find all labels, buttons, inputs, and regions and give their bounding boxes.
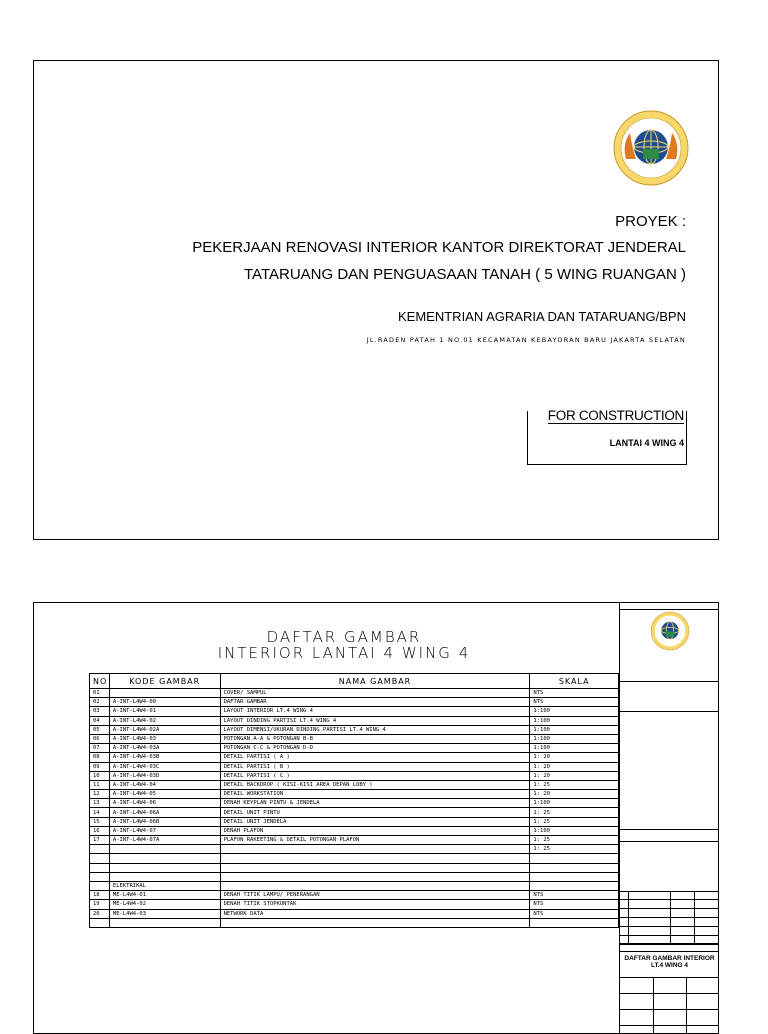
cell-nama xyxy=(220,872,530,881)
table-row xyxy=(90,863,619,872)
cell-kode: A-INT-L4W4-05 xyxy=(109,790,220,799)
table-row xyxy=(90,872,619,881)
cell-nama: DENAH TITIK LAMPU/ PENERANGAN xyxy=(220,891,530,900)
cell-kode: ME-L4W4-03 xyxy=(109,909,220,918)
cell-nama: LAYOUT DINDING PARTISI LT.4 WING 4 xyxy=(220,716,530,725)
cell-skala: 1: 25 xyxy=(530,780,619,789)
cell-kode: ME-L4W4-01 xyxy=(109,891,220,900)
drawing-list-title-line-2: INTERIOR LANTAI 4 WING 4 xyxy=(217,644,471,662)
cell-skala: 1: 25 xyxy=(530,836,619,845)
project-title-line-1: PEKERJAAN RENOVASI INTERIOR KANTOR DIREKTORAT JENDERAL xyxy=(192,239,686,256)
table-row xyxy=(90,836,619,845)
cell-skala: NTS xyxy=(530,698,619,707)
cell-no: 13 xyxy=(90,799,110,808)
table-row xyxy=(90,744,619,753)
cell-no: 06 xyxy=(90,734,110,743)
cell-kode: A-INT-L4W4-06A xyxy=(109,808,220,817)
cell-kode xyxy=(109,689,220,698)
table-row xyxy=(90,845,619,854)
cell-nama: DAFTAR GAMBAR xyxy=(220,698,530,707)
cell-skala: 1:100 xyxy=(530,725,619,734)
cell-kode: A-INT-L4W4-03B xyxy=(109,753,220,762)
table-row xyxy=(90,734,619,743)
cell-skala: 1: 25 xyxy=(530,817,619,826)
ministry-logo xyxy=(612,109,690,187)
header-skala: SKALA xyxy=(530,674,619,689)
cell-kode xyxy=(109,845,220,854)
cell-no: 20 xyxy=(90,909,110,918)
cell-no: 10 xyxy=(90,771,110,780)
cell-no xyxy=(90,918,110,927)
cell-no: 16 xyxy=(90,826,110,835)
cell-kode: A-INT-L4W4-03D xyxy=(109,771,220,780)
cell-no xyxy=(90,863,110,872)
cell-kode xyxy=(109,854,220,863)
title-block-drawing-title: DAFTAR GAMBAR INTERIOR LT.4 WING 4 xyxy=(624,955,715,969)
cell-kode: A-INT-L4W4-03A xyxy=(109,744,220,753)
drawing-list-title xyxy=(194,629,494,661)
cell-skala: 1:100 xyxy=(530,707,619,716)
cell-kode: A-INT-L4W4-03 xyxy=(109,734,220,743)
table-row xyxy=(90,799,619,808)
cell-skala: 1: 20 xyxy=(530,753,619,762)
drawing-list-table xyxy=(89,673,619,928)
table-row xyxy=(90,891,619,900)
cell-skala xyxy=(530,881,619,890)
table-row xyxy=(90,725,619,734)
table-row xyxy=(90,854,619,863)
cell-no: 15 xyxy=(90,817,110,826)
cell-kode: A-INT-L4W4-02A xyxy=(109,725,220,734)
cell-skala: NTS xyxy=(530,891,619,900)
table-row xyxy=(90,716,619,725)
cell-kode: A-INT-L4W4-03C xyxy=(109,762,220,771)
cell-no xyxy=(90,854,110,863)
header-kode: KODE GAMBAR xyxy=(109,674,220,689)
cell-kode: A-INT-L4W4-06B xyxy=(109,817,220,826)
cell-nama: DENAH TITIK STOPKONTAK xyxy=(220,900,530,909)
cell-kode: A-INT-L4W4-07 xyxy=(109,826,220,835)
cell-nama xyxy=(220,881,530,890)
table-row xyxy=(90,826,619,835)
cell-nama: PLAFON RAKEETING & DETAIL POTONGAN PLAFON xyxy=(220,836,530,845)
cell-nama: DETAIL UNIT PINTU xyxy=(220,808,530,817)
cell-no xyxy=(90,845,110,854)
drawing-list-sheet xyxy=(33,602,719,1034)
cell-skala: 1: 20 xyxy=(530,790,619,799)
cell-skala xyxy=(530,918,619,927)
cell-nama: DETAIL PARTISI ( A ) xyxy=(220,753,530,762)
table-row xyxy=(90,689,619,698)
cell-kode: A-INT-L4W4-06 xyxy=(109,799,220,808)
table-row xyxy=(90,909,619,918)
cell-nama: DETAIL BACKDROP ( KISI-KISI AREA DEPAN LOBY ) xyxy=(220,780,530,789)
cell-skala: 1: 25 xyxy=(530,808,619,817)
cell-no: 14 xyxy=(90,808,110,817)
cell-nama xyxy=(220,863,530,872)
cell-no: 01 xyxy=(90,689,110,698)
cell-nama xyxy=(220,854,530,863)
cell-nama: LAYOUT DIMENSI/UKURAN DINDING PARTISI LT.4 WING 4 xyxy=(220,725,530,734)
cell-skala: 1:100 xyxy=(530,826,619,835)
table-row xyxy=(90,817,619,826)
cell-nama xyxy=(220,845,530,854)
cell-skala: NTS xyxy=(530,900,619,909)
cell-nama: DENAH KEYPLAN PINTU & JENDELA xyxy=(220,799,530,808)
cell-kode: A-INT-L4W4-02 xyxy=(109,716,220,725)
cell-no xyxy=(90,881,110,890)
table-row xyxy=(90,753,619,762)
header-no: NO xyxy=(90,674,110,689)
cell-skala: 1: 20 xyxy=(530,771,619,780)
table-row xyxy=(90,780,619,789)
project-title-line-2: TATARUANG DAN PENGUASAAN TANAH ( 5 WING RUANGAN ) xyxy=(244,266,686,283)
status-box xyxy=(527,408,687,465)
cell-nama: DENAH PLAFON xyxy=(220,826,530,835)
status-label: FOR CONSTRUCTION xyxy=(547,408,684,423)
cell-nama: DETAIL UNIT JENDELA xyxy=(220,817,530,826)
cell-nama xyxy=(220,918,530,927)
cover-sheet xyxy=(33,60,719,540)
cell-kode: ELEKTRIKAL xyxy=(109,881,220,890)
cell-no: 18 xyxy=(90,891,110,900)
cell-nama: COVER/ SAMPUL xyxy=(220,689,530,698)
cell-nama: LAYOUT INTERIOR LT.4 WING 4 xyxy=(220,707,530,716)
cell-skala: 1:100 xyxy=(530,744,619,753)
floor-label: LANTAI 4 WING 4 xyxy=(609,438,684,448)
cell-skala: 1:100 xyxy=(530,734,619,743)
table-header-row xyxy=(90,674,619,689)
table-row xyxy=(90,771,619,780)
cell-no: 08 xyxy=(90,753,110,762)
table-row xyxy=(90,698,619,707)
cell-kode: A-INT-L4W4-04 xyxy=(109,780,220,789)
cell-kode xyxy=(109,918,220,927)
table-row xyxy=(90,707,619,716)
header-nama: NAMA GAMBAR xyxy=(220,674,530,689)
cell-skala: NTS xyxy=(530,689,619,698)
cell-skala xyxy=(530,872,619,881)
cell-skala: 1:100 xyxy=(530,799,619,808)
cell-nama: POTONGAN C-C & POTONGAN D-D xyxy=(220,744,530,753)
cell-no: 07 xyxy=(90,744,110,753)
cell-kode xyxy=(109,863,220,872)
drawing-list-title-line-1: DAFTAR GAMBAR xyxy=(266,628,422,646)
proyek-label: PROYEK : xyxy=(615,213,686,230)
cell-nama: POTONGAN A-A & POTONGAN B-B xyxy=(220,734,530,743)
cell-skala: 1: 20 xyxy=(530,762,619,771)
cell-skala xyxy=(530,863,619,872)
cell-no: 09 xyxy=(90,762,110,771)
cell-no: 03 xyxy=(90,707,110,716)
cell-no: 19 xyxy=(90,900,110,909)
cell-nama: DETAIL PARTISI ( B ) xyxy=(220,762,530,771)
cell-skala: 1: 25 xyxy=(530,845,619,854)
address: JL.RADEN PATAH 1 NO.01 KECAMATAN KEBAYORAN BARU JAKARTA SELATAN xyxy=(366,336,686,344)
cell-no: 04 xyxy=(90,716,110,725)
table-row xyxy=(90,790,619,799)
cell-kode: A-INT-L4W4-07A xyxy=(109,836,220,845)
table-row xyxy=(90,808,619,817)
cell-no: 11 xyxy=(90,780,110,789)
cell-no: 05 xyxy=(90,725,110,734)
cell-kode: A-INT-L4W4-01 xyxy=(109,707,220,716)
cell-kode xyxy=(109,872,220,881)
table-row xyxy=(90,762,619,771)
cell-no: 17 xyxy=(90,836,110,845)
table-row xyxy=(90,900,619,909)
cell-no: 12 xyxy=(90,790,110,799)
cell-nama: NETWORK DATA xyxy=(220,909,530,918)
cell-nama: DETAIL PARTISI ( C ) xyxy=(220,771,530,780)
table-row xyxy=(90,918,619,927)
title-block xyxy=(619,603,719,1033)
cell-kode: ME-L4W4-02 xyxy=(109,900,220,909)
cell-skala: 1:100 xyxy=(530,716,619,725)
cell-nama: DETAIL WORKSTATION xyxy=(220,790,530,799)
ministry-name: KEMENTRIAN AGRARIA DAN TATARUANG/BPN xyxy=(398,309,686,324)
cell-skala xyxy=(530,854,619,863)
cell-skala: NTS xyxy=(530,909,619,918)
cell-kode: A-INT-L4W4-00 xyxy=(109,698,220,707)
cell-no: 02 xyxy=(90,698,110,707)
cell-no xyxy=(90,872,110,881)
table-row xyxy=(90,881,619,890)
ministry-logo-small xyxy=(650,611,690,651)
